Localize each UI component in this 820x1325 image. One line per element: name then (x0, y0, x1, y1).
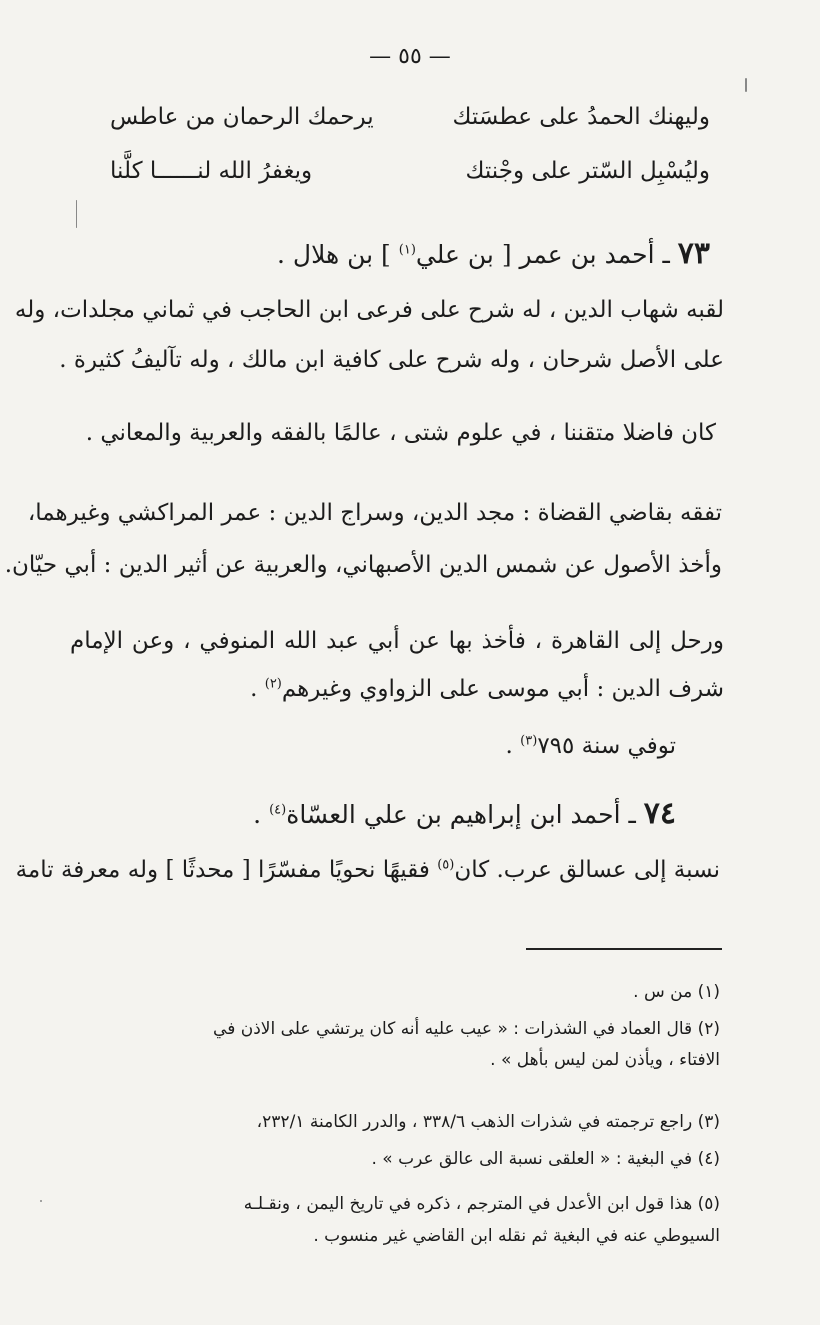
paragraph-line: لقبه شهاب الدين ، له شرح على فرعى ابن الحاجب في ثماني مجلدات، وله (14, 297, 724, 323)
entry-number: ٧٣ (677, 236, 710, 271)
paragraph-line: كان فاضلا متقننا ، في علوم شتى ، عالمًا بالفقه والعربية والمعاني . (85, 420, 716, 446)
entry-heading-73 (277, 236, 710, 271)
scan-speck (76, 200, 77, 228)
footnote-ref: (٣) (520, 733, 538, 749)
paragraph-text: نسبة إلى عسالق عرب. كان (454, 857, 720, 883)
verse-1-hemistich-2: يرحمك الرحمان من عاطس (110, 104, 374, 130)
footnote-separator (526, 948, 722, 950)
footnote-4: (٤) في البغية : « العلقى نسبة الى عالق عرب » . (371, 1149, 720, 1169)
footnote-5: (٥) هذا قول ابن الأعدل في المترجم ، ذكره في تاريخ اليمن ، ونقـلـه (243, 1194, 720, 1214)
verse-2-hemistich-1: وليُسْبِل السّتر على وجْنتك (465, 158, 710, 184)
paragraph-text-end: . (250, 676, 258, 702)
paragraph-text-end: فقيهًا نحويًا مفسّرًا [ محدثًا ] وله معرفة تامة (15, 857, 430, 883)
death-year-text: توفي سنة ٧٩٥ (537, 733, 676, 759)
paragraph-line: على الأصل شرحان ، وله شرح على كافية ابن مالك ، وله تآليفُ كثيرة . (59, 347, 724, 373)
footnote-2-continued: الافتاء ، ويأذن لمن ليس بأهل » . (490, 1050, 720, 1070)
footnote-ref: (١) (398, 242, 416, 258)
verse-1-hemistich-1: وليهنك الحمدُ على عطسَتك (452, 104, 710, 130)
footnote-2: (٢) قال العماد في الشذرات : « عيب عليه أنه كان يرتشي على الاذن في (213, 1019, 720, 1039)
scan-speck (745, 78, 747, 92)
verse-line-1 (110, 104, 710, 140)
footnote-ref: (٢) (264, 676, 282, 692)
paragraph-line (70, 676, 724, 702)
entry-heading-74 (253, 796, 676, 831)
footnote-3: (٣) راجع ترجمته في شذرات الذهب ٣٣٨/٦ ، والدرر الكامنة ٢٣٢/١، (256, 1112, 720, 1132)
page-number: — ٥٥ — (369, 44, 451, 69)
entry-title-end: ] بن هلال . (277, 240, 391, 269)
footnote-5-continued: السيوطي عنه في البغية ثم نقله ابن القاضي غير منسوب . (313, 1226, 720, 1246)
paragraph-line (70, 733, 676, 759)
entry-number: ٧٤ (643, 796, 676, 831)
paragraph-line (15, 857, 720, 883)
footnote-1: (١) من س . (633, 982, 720, 1002)
paragraph-line: ورحل إلى القاهرة ، فأخذ بها عن أبي عبد الله المنوفي ، وعن الإمام (70, 628, 724, 654)
entry-title-end: . (253, 800, 262, 829)
entry-title: ـ أحمد بن عمر [ بن علي (415, 240, 670, 269)
footnote-ref: (٤) (269, 802, 287, 818)
scan-speck (40, 1200, 42, 1202)
paragraph-text: شرف الدين : أبي موسى على الزواوي وغيرهم (281, 676, 724, 702)
paragraph-line: تفقه بقاضي القضاة : مجد الدين، وسراج الدين : عمر المراكشي وغيرهما، (27, 500, 722, 526)
verse-line-2 (110, 158, 710, 194)
paragraph-text-end: . (505, 733, 513, 759)
paragraph-line: وأخذ الأصول عن شمس الدين الأصبهاني، والعربية عن أثير الدين : أبي حيّان. (4, 552, 722, 578)
footnote-ref: (٥) (437, 857, 455, 873)
verse-2-hemistich-2: ويغفرُ الله لنــــــا كلَّنا (110, 158, 313, 184)
entry-title: ـ أحمد ابن إبراهيم بن علي العسّاة (286, 800, 636, 829)
